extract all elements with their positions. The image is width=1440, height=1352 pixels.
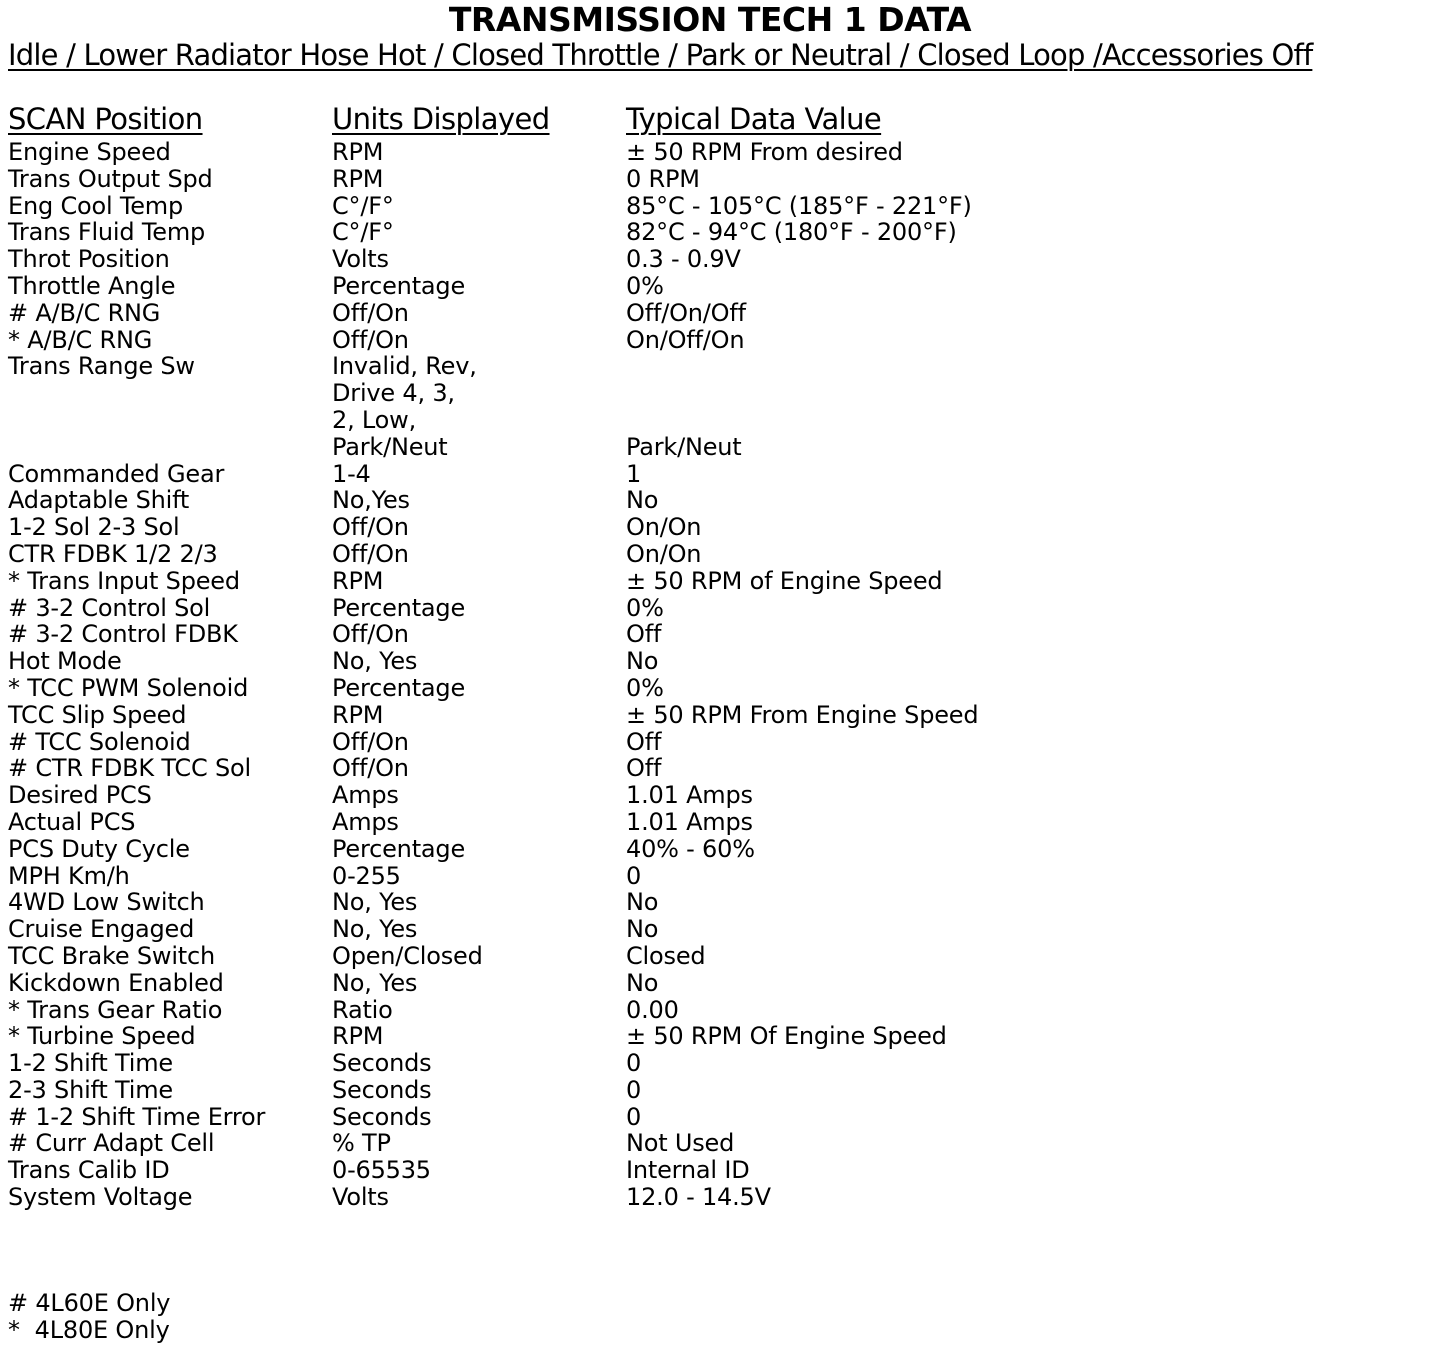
typical-data-value-cell: 0.3 - 0.9V <box>626 245 741 274</box>
table-row <box>0 541 1440 568</box>
table-row <box>0 139 1440 166</box>
scan-position-cell: * A/B/C RNG <box>8 325 153 354</box>
scan-position-cell: # 3-2 Control Sol <box>8 593 211 622</box>
typical-data-value-cell: Off <box>626 620 662 649</box>
typical-data-value-cell: ± 50 RPM From Engine Speed <box>626 700 979 729</box>
table-row <box>0 916 1440 943</box>
scan-position-cell: Throttle Angle <box>8 271 176 300</box>
page-subtitle: Idle / Lower Radiator Hose Hot / Closed Throttle / Park or Neutral / Closed Loop /Accessories Off <box>8 38 1313 72</box>
units-displayed-cell: Volts <box>332 245 389 274</box>
scan-position-cell: Trans Output Spd <box>8 164 213 193</box>
typical-data-value-cell: ± 50 RPM From desired <box>626 138 903 166</box>
typical-data-value-cell: No <box>626 915 659 944</box>
units-displayed-cell: Off/On <box>332 754 409 783</box>
units-displayed-cell: Off/On <box>332 298 409 327</box>
table-row <box>0 1157 1440 1184</box>
typical-data-value-cell: Internal ID <box>626 1156 750 1185</box>
table-row <box>0 353 1440 460</box>
typical-data-value-cell: On/Off/On <box>626 325 745 354</box>
table-row <box>0 1050 1440 1077</box>
typical-data-value-cell: Not Used <box>626 1129 735 1158</box>
units-displayed-cell: RPM <box>332 1022 384 1051</box>
units-displayed-cell: 0-65535 <box>332 1156 431 1185</box>
typical-data-value-cell: Park/Neut <box>626 432 742 461</box>
units-displayed-cell: C°/F° <box>332 218 394 247</box>
table-row <box>0 595 1440 622</box>
typical-data-value-cell: ± 50 RPM Of Engine Speed <box>626 1022 947 1051</box>
table-row <box>0 1023 1440 1050</box>
scan-position-cell: 1-2 Sol 2-3 Sol <box>8 513 180 542</box>
scan-position-cell: # 3-2 Control FDBK <box>8 620 238 649</box>
table-row <box>0 648 1440 675</box>
table-row <box>0 273 1440 300</box>
table-row <box>0 1104 1440 1131</box>
scan-position-cell: 2-3 Shift Time <box>8 1075 173 1104</box>
units-displayed-cell: No, Yes <box>332 968 418 997</box>
units-displayed-cell: RPM <box>332 138 384 166</box>
table-row <box>0 809 1440 836</box>
scan-position-cell: # Curr Adapt Cell <box>8 1129 215 1158</box>
typical-data-value-cell: 0.00 <box>626 995 679 1024</box>
units-displayed-cell: No, Yes <box>332 915 418 944</box>
units-displayed-cell: Off/On <box>332 325 409 354</box>
units-displayed-cell: % TP <box>332 1129 391 1158</box>
scan-position-cell: Actual PCS <box>8 807 136 836</box>
table-row <box>0 782 1440 809</box>
scan-position-cell: 1-2 Shift Time <box>8 1049 173 1078</box>
table-row <box>0 729 1440 756</box>
header-typical-data-value: Typical Data Value <box>626 102 882 136</box>
units-displayed-cell: No,Yes <box>332 486 410 515</box>
typical-data-value-cell: No <box>626 888 659 917</box>
table-row <box>0 193 1440 220</box>
footnote: # 4L60E Only <box>8 1289 171 1317</box>
scan-position-cell: Trans Fluid Temp <box>8 218 206 247</box>
table-row <box>0 1130 1440 1157</box>
table-row <box>0 889 1440 916</box>
units-displayed-cell: Off/On <box>332 539 409 568</box>
typical-data-value-cell: Off <box>626 754 662 783</box>
table-row <box>0 487 1440 514</box>
scan-position-cell: Trans Calib ID <box>8 1156 170 1185</box>
units-displayed-cell: Seconds <box>332 1075 432 1104</box>
page-title: TRANSMISSION TECH 1 DATA <box>448 0 972 39</box>
scan-position-cell: PCS Duty Cycle <box>8 834 190 863</box>
typical-data-value-cell: 0 <box>626 1102 642 1131</box>
units-displayed-cell: Seconds <box>332 1049 432 1078</box>
typical-data-value-cell: 0 <box>626 1049 642 1078</box>
units-displayed-cell: 0-255 <box>332 861 401 890</box>
typical-data-value-cell: On/On <box>626 539 702 568</box>
typical-data-value-cell: ± 50 RPM of Engine Speed <box>626 566 943 595</box>
scan-position-cell: * TCC PWM Solenoid <box>8 673 249 702</box>
typical-data-value-cell: 1 <box>626 459 642 488</box>
units-displayed-cell: Amps <box>332 781 399 810</box>
scan-position-cell: Engine Speed <box>8 138 171 166</box>
table-row <box>0 702 1440 729</box>
table-row <box>0 1077 1440 1104</box>
typical-data-value-cell: 1.01 Amps <box>626 781 753 810</box>
typical-data-value-cell: 85°C - 105°C (185°F - 221°F) <box>626 191 972 220</box>
scan-position-cell: * Trans Input Speed <box>8 566 240 595</box>
units-displayed-cell: Percentage <box>332 673 466 702</box>
typical-data-value-cell: 1.01 Amps <box>626 807 753 836</box>
scan-position-cell: Commanded Gear <box>8 459 225 488</box>
scan-position-cell: Hot Mode <box>8 647 122 676</box>
typical-data-value-cell: Off/On/Off <box>626 298 746 327</box>
typical-data-value-cell: No <box>626 647 659 676</box>
units-displayed-cell: No, Yes <box>332 888 418 917</box>
footnote: * 4L80E Only <box>8 1316 170 1344</box>
typical-data-value-cell: 0% <box>626 271 664 300</box>
typical-data-value-cell: 40% - 60% <box>626 834 755 863</box>
typical-data-value-cell: 0% <box>626 673 664 702</box>
units-displayed-cell: 1-4 <box>332 459 371 488</box>
units-displayed-cell: RPM <box>332 164 384 193</box>
table-row <box>0 219 1440 246</box>
table-row <box>0 300 1440 327</box>
table-row <box>0 863 1440 890</box>
table-row <box>0 461 1440 488</box>
typical-data-value-cell: 0 RPM <box>626 164 700 193</box>
scan-position-cell: TCC Slip Speed <box>8 700 187 729</box>
scan-position-cell: * Trans Gear Ratio <box>8 995 223 1024</box>
scan-position-cell: CTR FDBK 1/2 2/3 <box>8 539 218 568</box>
header-scan-position: SCAN Position <box>8 102 203 136</box>
scan-position-cell: # 1-2 Shift Time Error <box>8 1102 266 1131</box>
scan-position-cell: Trans Range Sw <box>8 352 195 381</box>
table-row <box>0 970 1440 997</box>
units-displayed-cell: Off/On <box>332 727 409 756</box>
scan-position-cell: Eng Cool Temp <box>8 191 184 220</box>
header-units-displayed: Units Displayed <box>332 102 550 136</box>
scan-position-cell: MPH Km/h <box>8 861 130 890</box>
table-row <box>0 755 1440 782</box>
data-table <box>0 139 1440 1211</box>
units-displayed-cell: No, Yes <box>332 647 418 676</box>
footnotes <box>8 1290 170 1344</box>
units-displayed-cell: RPM <box>332 566 384 595</box>
typical-data-value-cell: 0 <box>626 861 642 890</box>
scan-position-cell: Desired PCS <box>8 781 152 810</box>
units-displayed-cell: Ratio <box>332 995 393 1024</box>
typical-data-value-cell: 12.0 - 14.5V <box>626 1183 771 1212</box>
table-row <box>0 246 1440 273</box>
units-displayed-cell: Percentage <box>332 834 466 863</box>
scan-position-cell: Cruise Engaged <box>8 915 195 944</box>
units-displayed-cell: C°/F° <box>332 191 394 220</box>
scan-position-cell: # A/B/C RNG <box>8 298 161 327</box>
scan-position-cell: # CTR FDBK TCC Sol <box>8 754 251 783</box>
scan-position-cell: 4WD Low Switch <box>8 888 205 917</box>
scan-position-cell: TCC Brake Switch <box>8 941 216 970</box>
units-displayed-cell: Invalid, Rev, Drive 4, 3, 2, Low, Park/Neut <box>332 352 477 461</box>
typical-data-value-cell: 82°C - 94°C (180°F - 200°F) <box>626 218 957 247</box>
scan-position-cell: # TCC Solenoid <box>8 727 191 756</box>
table-row <box>0 568 1440 595</box>
table-row <box>0 327 1440 354</box>
units-displayed-cell: Off/On <box>332 620 409 649</box>
units-displayed-cell: Open/Closed <box>332 941 483 970</box>
units-displayed-cell: Volts <box>332 1183 389 1212</box>
typical-data-value-cell: 0% <box>626 593 664 622</box>
table-row <box>0 621 1440 648</box>
scan-position-cell: System Voltage <box>8 1183 193 1212</box>
typical-data-value-cell: No <box>626 486 659 515</box>
scan-position-cell: Adaptable Shift <box>8 486 190 515</box>
units-displayed-cell: Percentage <box>332 593 466 622</box>
units-displayed-cell: Off/On <box>332 513 409 542</box>
scan-position-cell: Throt Position <box>8 245 170 274</box>
units-displayed-cell: Amps <box>332 807 399 836</box>
table-row <box>0 997 1440 1024</box>
typical-data-value-cell: Closed <box>626 941 706 970</box>
typical-data-value-cell: On/On <box>626 513 702 542</box>
typical-data-value-cell: Off <box>626 727 662 756</box>
typical-data-value-cell: 0 <box>626 1075 642 1104</box>
table-row <box>0 836 1440 863</box>
table-row <box>0 943 1440 970</box>
table-row <box>0 166 1440 193</box>
scan-position-cell: * Turbine Speed <box>8 1022 196 1051</box>
scan-position-cell: Kickdown Enabled <box>8 968 224 997</box>
table-row <box>0 1184 1440 1211</box>
table-row <box>0 514 1440 541</box>
units-displayed-cell: RPM <box>332 700 384 729</box>
units-displayed-cell: Percentage <box>332 271 466 300</box>
units-displayed-cell: Seconds <box>332 1102 432 1131</box>
table-row <box>0 675 1440 702</box>
typical-data-value-cell: No <box>626 968 659 997</box>
